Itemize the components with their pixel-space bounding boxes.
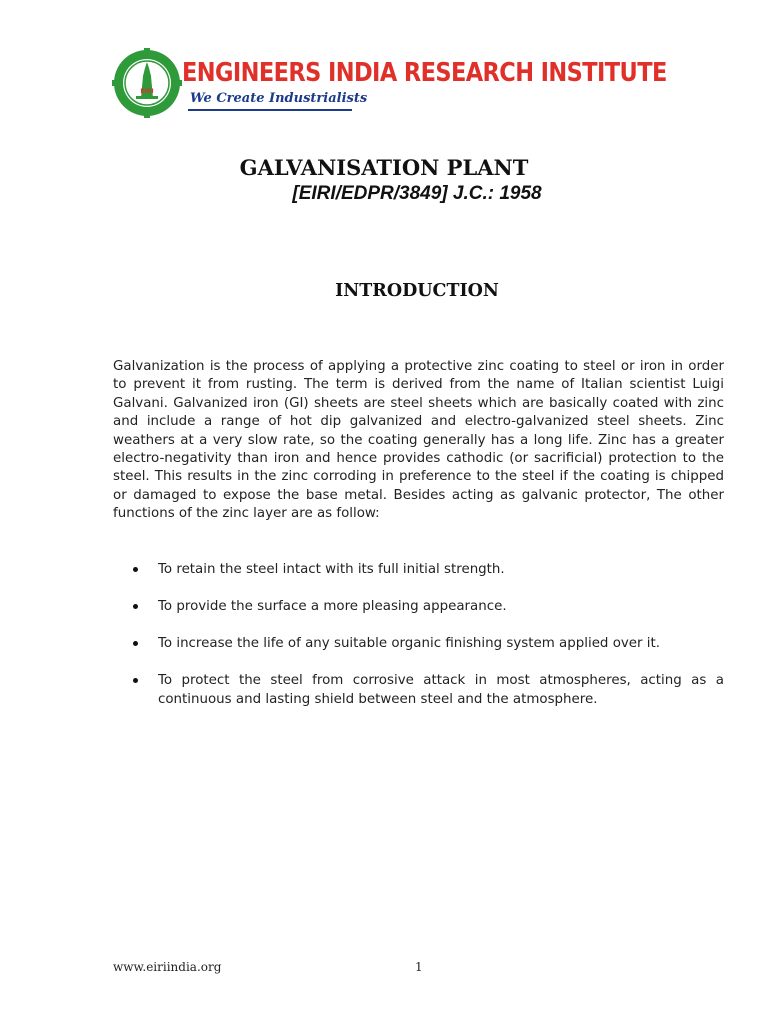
list-item <box>130 597 724 616</box>
section-heading-introduction: INTRODUCTION <box>335 281 499 301</box>
list-item <box>130 634 724 653</box>
list-item-text: To protect the steel from corrosive attack in most atmospheres, acting as a continuous and lasting shield between steel and the atmosphere. <box>158 673 724 707</box>
bullet-icon <box>133 678 138 683</box>
eiri-seal-icon <box>112 48 182 118</box>
list-item-text: To retain the steel intact with its full initial strength. <box>158 562 505 577</box>
header-logo <box>112 48 667 120</box>
list-item-text: To increase the life of any suitable organic finishing system applied over it. <box>158 636 661 651</box>
bullet-icon <box>133 641 138 646</box>
svg-text:EIRI: EIRI <box>140 88 154 95</box>
document-code: [EIRI/EDPR/3849] J.C.: 1958 <box>292 183 542 204</box>
bullet-icon <box>133 567 138 572</box>
list-item <box>130 560 724 579</box>
bullet-icon <box>133 604 138 609</box>
org-name: ENGINEERS INDIA RESEARCH INSTITUTE <box>182 58 667 88</box>
tagline: We Create Industrialists <box>190 91 368 106</box>
footer-url[interactable]: www.eiriindia.org <box>113 960 222 974</box>
list-item <box>130 671 724 709</box>
tagline-underline <box>188 109 352 111</box>
document-title: GALVANISATION PLANT <box>239 155 529 180</box>
intro-paragraph: Galvanization is the process of applying a protective zinc coating to steel or iron in order to prevent it from rusting. The term is derived from the name of Italian scientist Luigi Galvani. Galvanized iron (GI) sheets are steel sheets which are basically coated with zinc and include a range of hot dip galvanized and electro-galvanized steel sheets. Zinc weathers at a very slow rate, so the coating generally has a long life. Zinc has a greater electro-negativity than iron and hence provides cathodic (or sacrificial) protection to the steel. This results in the zinc corroding in preference to the steel if the coating is chipped or damaged to expose the base metal. Besides acting as galvanic protector, The other functions of the zinc layer are as follow: <box>113 359 724 522</box>
page-number: 1 <box>415 960 423 974</box>
list-item-text: To provide the surface a more pleasing appearance. <box>158 599 507 614</box>
function-list <box>130 560 724 727</box>
